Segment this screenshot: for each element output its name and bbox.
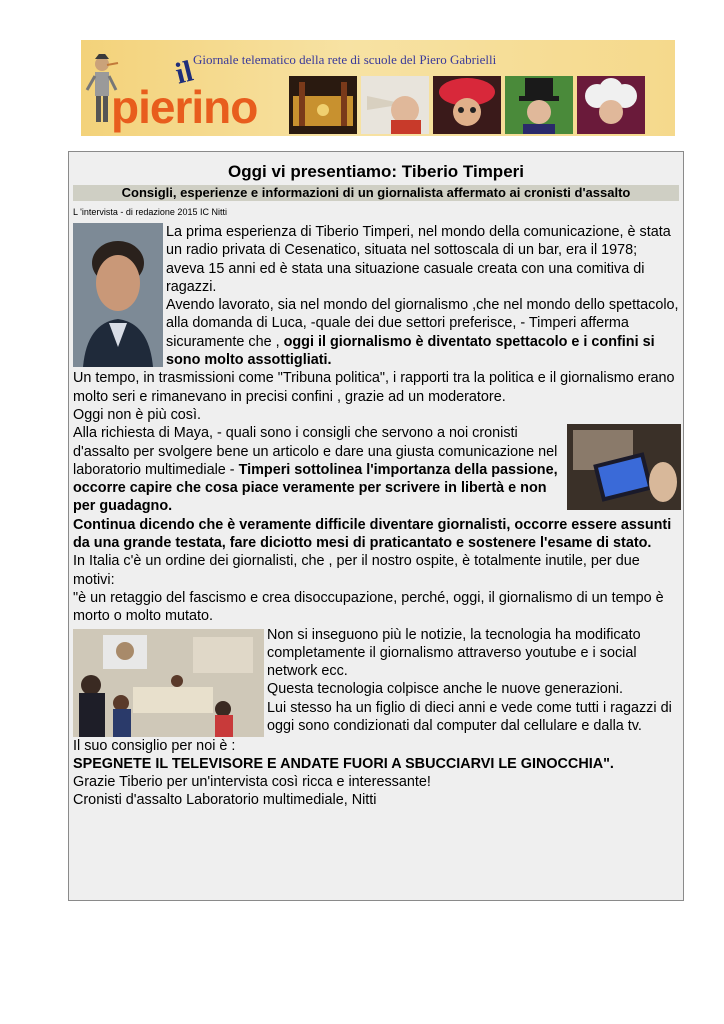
paragraph-14 — [73, 755, 681, 773]
paragraph-6-bold: Timperi sottolinea l'importanza della passione, occorre capire che cosa piace veramente per scrivere in libertà e non per guadagno. — [73, 461, 558, 515]
paragraph-6-text: Alla richiesta di Maya, - quali sono i consigli che servono a noi cronisti d'assalto per svolgere bene un articolo e dare una giusta comunicazione nel laboratorio multimediale - — [73, 425, 558, 478]
paragraph-5: Oggi non è più così. — [73, 406, 201, 423]
paragraph-3-bold: oggi il giornalismo è diventato spettacolo e i confini si sono molto assottigliati. — [166, 333, 655, 369]
paragraph-4: Un tempo, in trasmissioni come "Tribuna politica", i rapporti tra la politica e il giornalismo erano molto seri e rimanevano in precisi confini , grazie ad un moderatore. — [73, 370, 675, 405]
masthead-banner — [81, 40, 675, 136]
paragraph-1: La prima esperienza di Tiberio Timperi, nel mondo della comunicazione, è stata un radio privata di Cesenatico, situata nel sottoscala di un bar, era il 1978; — [166, 224, 671, 259]
paragraph-3-text: Avendo lavorato, sia nel mondo del giornalismo ,che nel mondo dello spettacolo, alla domanda di Luca, -quale dei due settori preferisce, - Timperi afferma sicuramente che , — [166, 297, 679, 350]
banner-photo-strip — [289, 76, 645, 134]
banner-photo-curly-wig — [577, 76, 645, 134]
paragraph-12: Lui stesso ha un figlio di dieci anni e vede come tutti i ragazzi di oggi sono condizionati dal computer dal cellulare e dalla tv. — [267, 699, 672, 735]
paragraph-13: Il suo consiglio per noi è : — [73, 737, 236, 754]
paragraph-9: "è un retaggio del fascismo e crea disoccupazione, perché, oggi, il giornalismo di un tempo è morto o molto mutato. — [73, 589, 664, 625]
paragraph-16: Cronisti d'assalto Laboratorio multimediale, Nitti — [73, 792, 377, 809]
paragraph-10: Non si inseguono più le notizie, la tecnologia ha modificato completamente il giornalismo attraverso youtube e i social network ecc. — [267, 626, 641, 680]
article-subtitle: Consigli, esperienze e informazioni di un giornalista affermato ai cronisti d'assalto — [73, 185, 679, 201]
masthead-tagline: Giornale telematico della rete di scuole del Piero Gabrielli — [193, 52, 497, 67]
banner-photo-top-hat-actor — [505, 76, 573, 134]
paragraph-15: Grazie Tiberio per un'intervista così ricca e interessante! — [73, 774, 431, 791]
portrait-photo-tiberio-timperi — [73, 223, 163, 367]
article-byline: L 'intervista - di redazione 2015 IC Nitti — [73, 207, 227, 217]
article-body — [73, 223, 681, 810]
photo-classroom-lesson — [73, 629, 264, 737]
paragraph-3 — [73, 296, 681, 369]
banner-photo-clown-hat — [433, 76, 501, 134]
article-title: Oggi vi presentiamo: Tiberio Timperi — [228, 162, 524, 181]
logo-pierino-text: pierino — [111, 81, 258, 133]
article-box — [68, 151, 684, 901]
paragraph-8: In Italia c'è un ordine dei giornalisti, che , per il nostro ospite, è totalmente inutile, per due motivi: — [73, 553, 640, 588]
paragraph-2: aveva 15 anni ed è stata una situazione casuale creata con una comitiva di ragazzi. — [166, 260, 645, 295]
paragraph-7 — [73, 516, 681, 553]
logo-il-text: il — [172, 54, 197, 91]
photo-tablet-in-hands — [567, 424, 681, 510]
banner-photo-pinocchio-nose — [361, 76, 429, 134]
paragraph-11: Questa tecnologia colpisce anche le nuove generazioni. — [267, 681, 624, 698]
paragraph-7-bold: Continua dicendo che è veramente difficile diventare giornalisti, occorre essere assunti da una grande testata, fare diciotto mesi di praticantato e sostenere l'esame di stato. — [73, 516, 672, 552]
paragraph-14-bold: SPEGNETE IL TELEVISORE E ANDATE FUORI A SBUCCIARVI LE GINOCCHIA". — [73, 755, 614, 772]
banner-photo-theater-stage — [289, 76, 357, 134]
